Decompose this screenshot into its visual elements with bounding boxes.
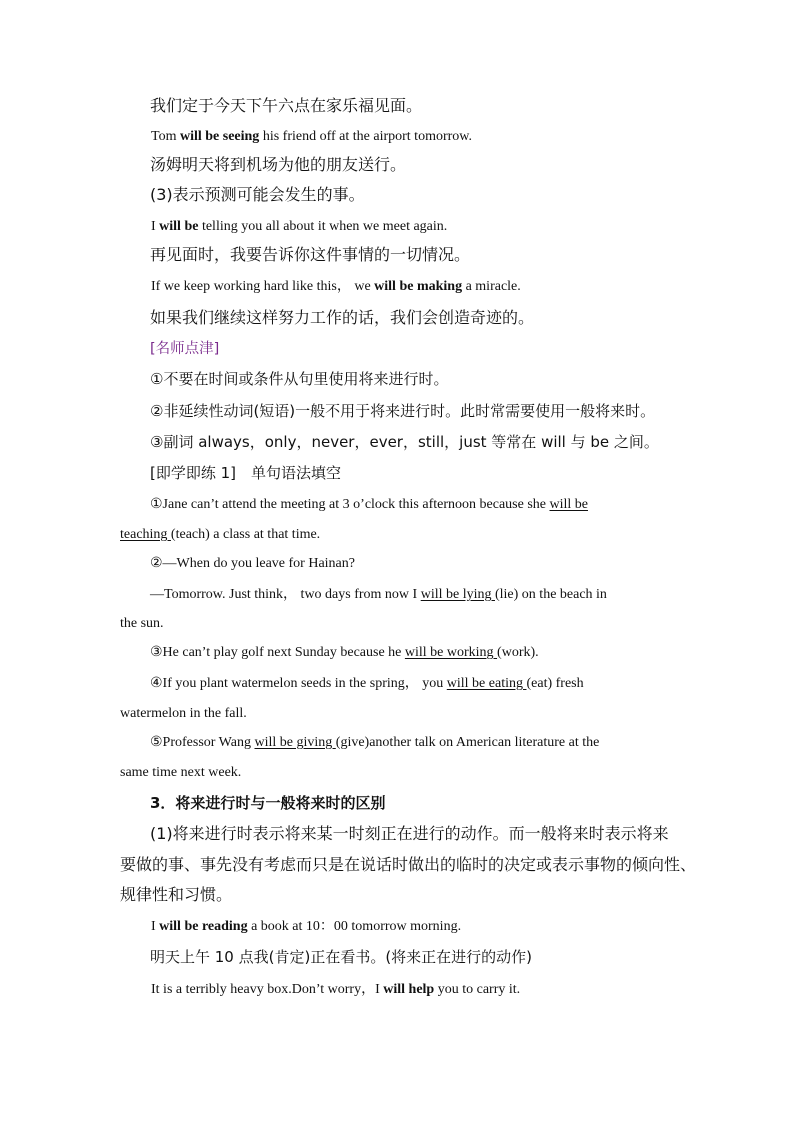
answer-blank: will be working <box>404 645 498 660</box>
text-line: [即学即练 1] 单句语法填空 <box>150 464 342 482</box>
example-translation <box>150 247 470 263</box>
text-run: (lie) on the beach in <box>494 587 607 602</box>
exercise-item-cont <box>120 766 241 780</box>
text-run: (eat) fresh <box>526 676 584 691</box>
text-line: 如果我们继续这样努力工作的话，我们会创造奇迹的。 <box>150 308 535 327</box>
text-line: the sun. <box>120 616 164 631</box>
text-line: ③副词 always，only，never，ever，still，just 等常在 will 与 be 之间。 <box>150 433 659 451</box>
text-line: 明天上午 10 点我(肯定)正在看书。(将来正在进行的动作) <box>150 948 533 966</box>
text-run: (work). <box>497 645 539 660</box>
example-translation <box>150 157 406 173</box>
example-sentence <box>151 280 521 294</box>
text-line: same time next week. <box>120 765 242 780</box>
text-run: If we keep working hard like this， we <box>151 279 375 294</box>
text-run: you to carry it. <box>434 982 521 997</box>
example-translation <box>150 310 534 326</box>
tip-item <box>150 435 659 450</box>
example-sentence <box>151 920 461 934</box>
bold-phrase: will be reading <box>159 919 248 934</box>
text-run: (teach) a class at that time. <box>170 527 321 542</box>
bold-phrase: will be making <box>374 279 463 294</box>
bold-phrase: will be <box>159 219 199 234</box>
text-run: ③He can’t play golf next Sunday because he <box>150 645 405 660</box>
text-line: (1)将来进行时表示将来某一时刻正在进行的动作。而一般将来时表示将来 <box>150 824 669 843</box>
exercise-item <box>150 646 539 660</box>
exercise-item <box>150 557 355 571</box>
text-line: ②非延续性动词(短语)一般不用于将来进行时。此时常需要使用一般将来时。 <box>150 402 656 420</box>
text-line: 规律性和习惯。 <box>120 885 233 904</box>
text-run: It is a terribly heavy box.Don’t worry，I <box>151 982 384 997</box>
bold-phrase: will help <box>383 982 435 997</box>
text-line: 我们定于今天下午六点在家乐福见面。 <box>150 96 423 115</box>
text-run: a book at 10：00 tomorrow morning. <box>247 919 462 934</box>
answer-blank: will be eating <box>446 676 527 691</box>
text-line: (3)表示预测可能会发生的事。 <box>150 185 365 204</box>
example-sentence <box>151 220 447 234</box>
exercise-item <box>150 498 588 512</box>
example-sentence <box>151 983 520 997</box>
text-run: Tom <box>151 129 180 144</box>
bold-phrase: will be seeing <box>179 129 260 144</box>
example-translation <box>150 98 422 114</box>
section-heading <box>150 796 385 811</box>
text-run: (give)another talk on American literature at the <box>335 735 600 750</box>
text-line: 要做的事、事先没有考虑而只是在说话时做出的临时的决定或表示事物的倾向性、 <box>120 855 697 874</box>
exercise-item <box>150 588 607 602</box>
text-line: 汤姆明天将到机场为他的朋友送行。 <box>150 155 407 174</box>
text-line: 3．将来进行时与一般将来时的区别 <box>150 794 386 812</box>
example-sentence <box>151 130 472 144</box>
exercise-item <box>150 736 599 750</box>
answer-blank: will be giving <box>254 735 336 750</box>
text-run: a miracle. <box>462 279 521 294</box>
text-line: watermelon in the fall. <box>120 706 247 721</box>
paragraph-line <box>120 887 232 903</box>
text-run: I <box>151 219 160 234</box>
example-translation <box>150 950 532 965</box>
text-run: telling you all about it when we meet again. <box>198 219 448 234</box>
text-run: his friend off at the airport tomorrow. <box>259 129 472 144</box>
answer-blank: teaching <box>120 527 171 542</box>
exercise-item <box>150 677 584 691</box>
text-run: ⑤Professor Wang <box>150 735 255 750</box>
text-line: 再见面时，我要告诉你这件事情的一切情况。 <box>150 245 471 264</box>
exercise-item-cont <box>120 528 320 542</box>
text-line: ①不要在时间或条件从句里使用将来进行时。 <box>150 370 449 388</box>
exercise-item-cont <box>120 617 164 631</box>
text-run: —Tomorrow. Just think， two days from now I <box>150 587 421 602</box>
answer-blank: will be <box>549 497 588 512</box>
tip-item <box>150 404 655 419</box>
paragraph-line <box>150 826 669 842</box>
text-run: I <box>151 919 160 934</box>
text-line: [名师点津] <box>150 341 220 357</box>
text-line: ②—When do you leave for Hainan? <box>150 556 355 571</box>
exercise-heading <box>150 466 341 481</box>
tip-heading <box>150 342 219 357</box>
text-run: ④If you plant watermelon seeds in the spring， you <box>150 676 447 691</box>
exercise-item-cont <box>120 707 247 721</box>
paragraph-line <box>120 857 696 873</box>
tip-item <box>150 372 448 387</box>
section-point <box>150 187 365 203</box>
answer-blank: will be lying <box>420 587 495 602</box>
text-run: ①Jane can’t attend the meeting at 3 o’clock this afternoon because she <box>150 497 550 512</box>
